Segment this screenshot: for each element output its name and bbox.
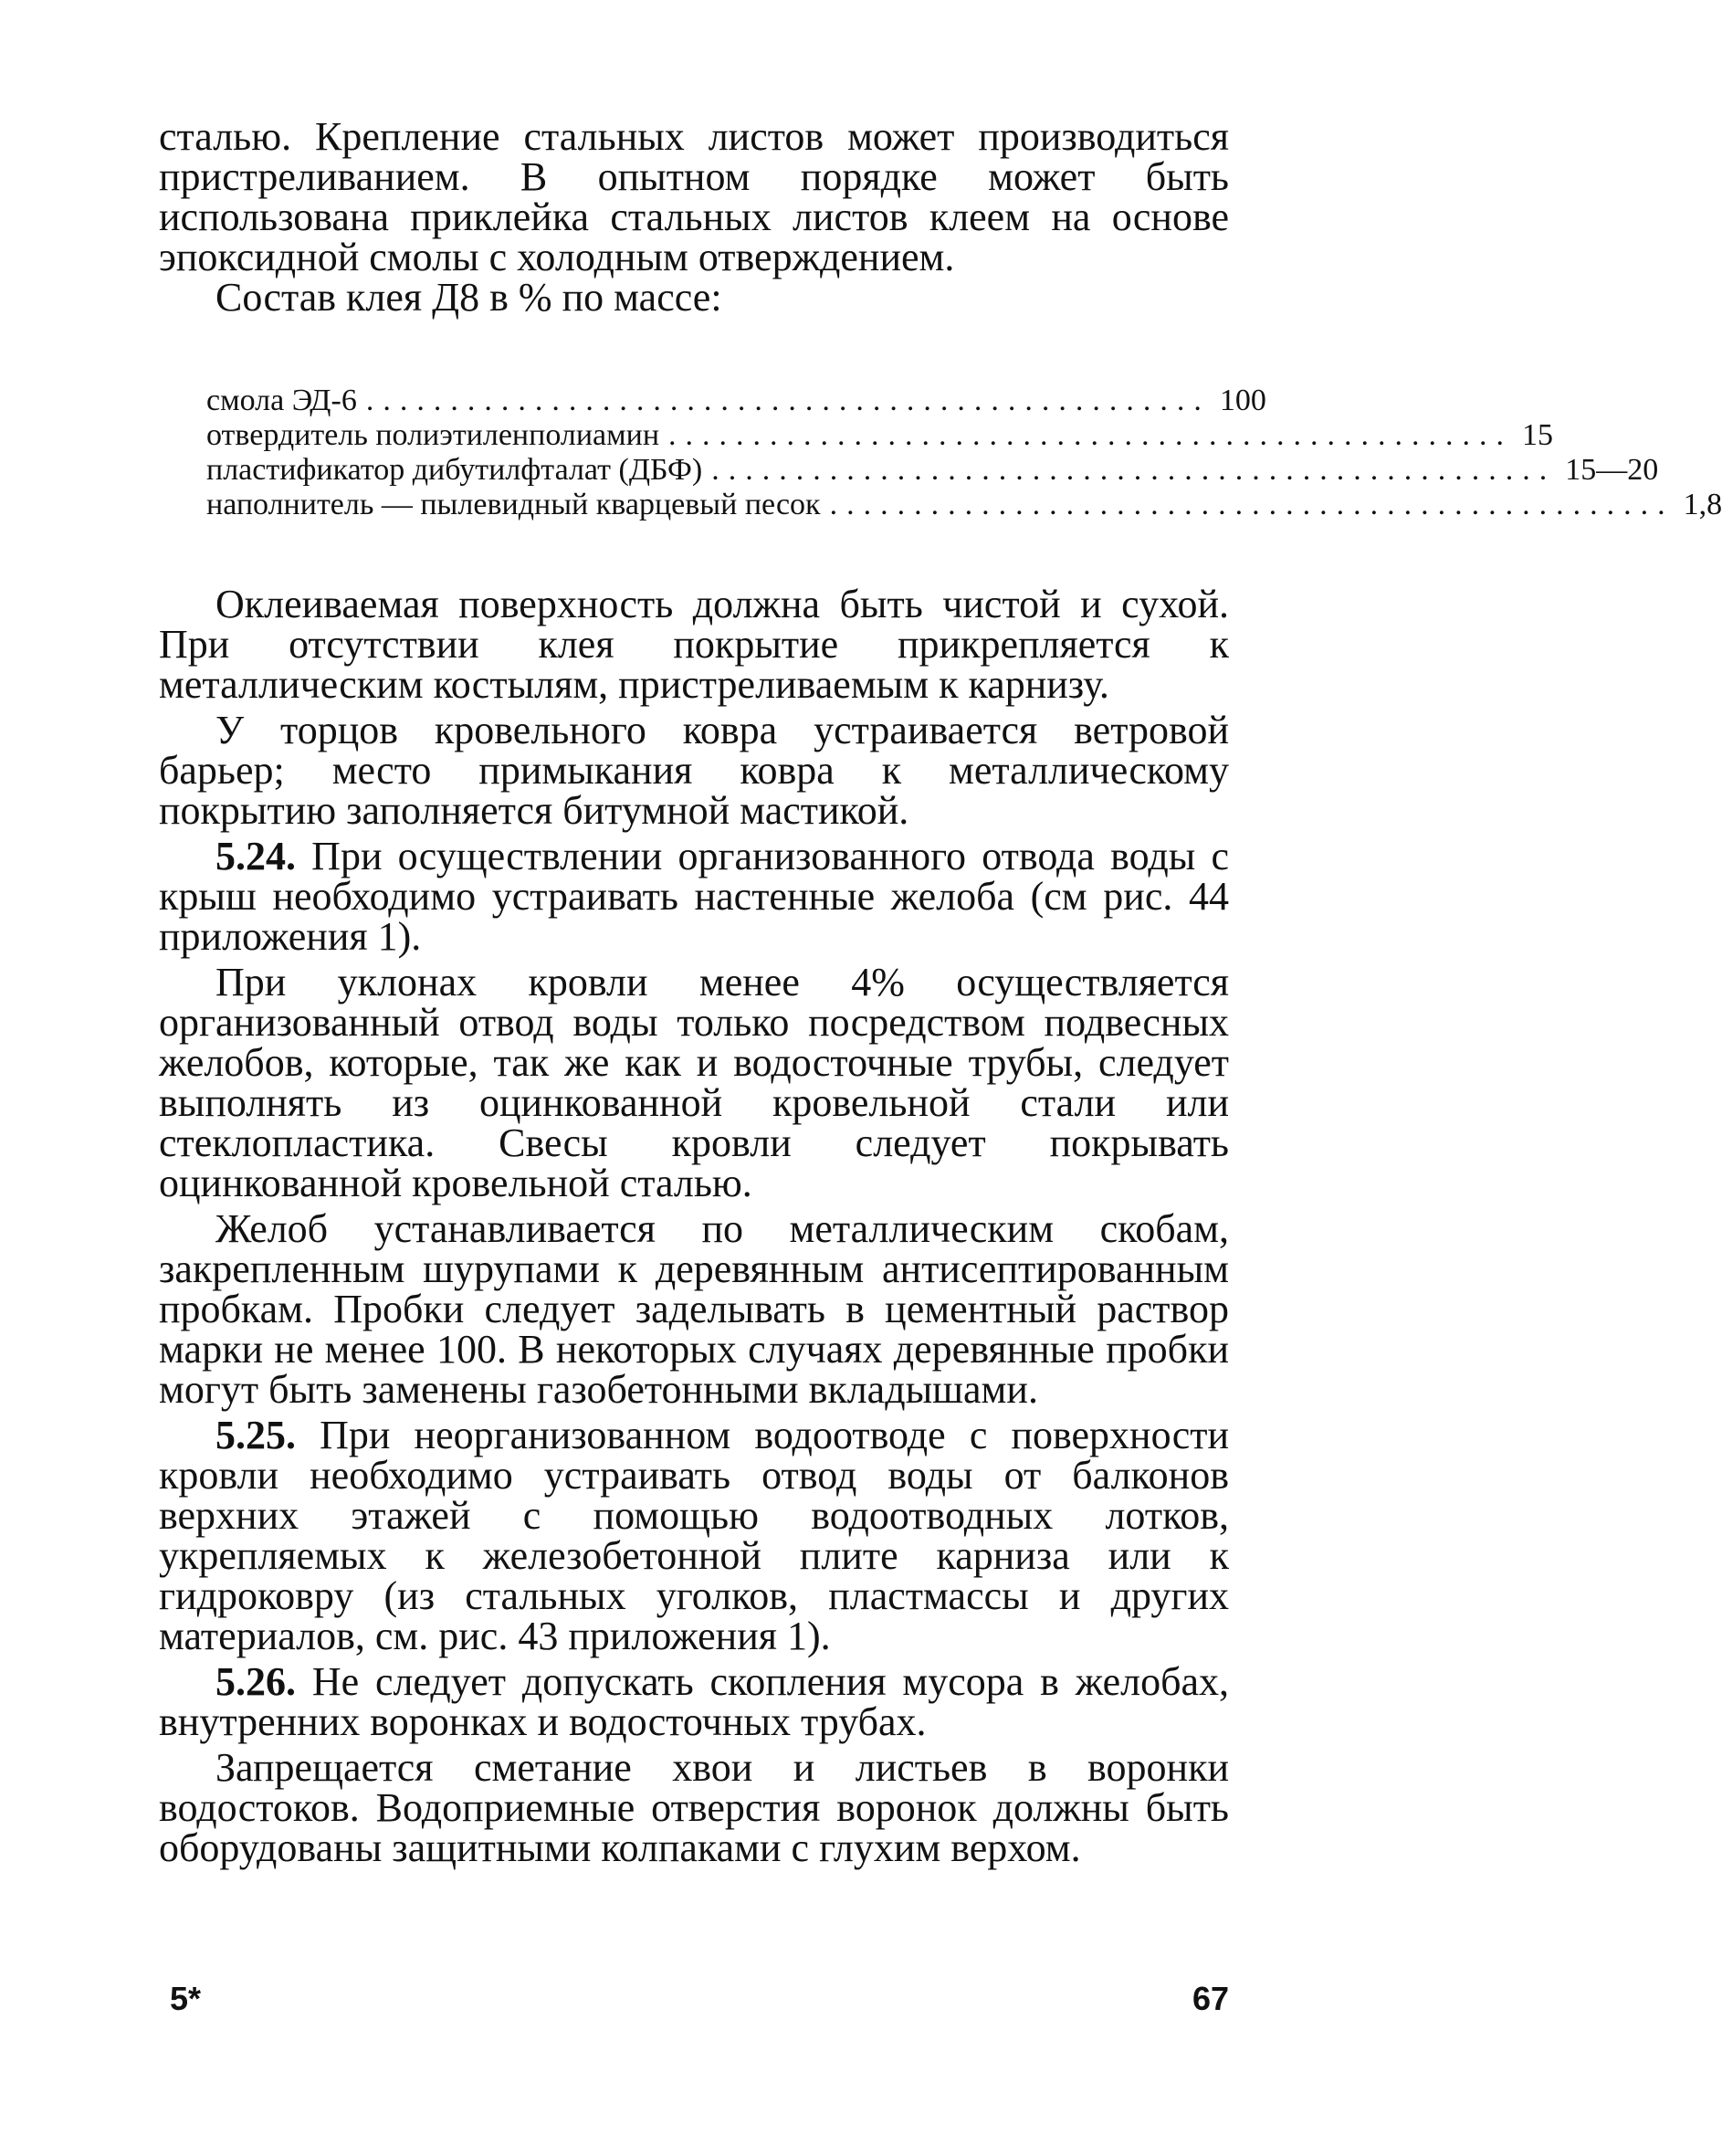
signature-mark: 5* xyxy=(170,1980,202,2017)
paragraph-3: Оклеиваемая поверхность должна быть чистой и сухой. При отсутствии клея покрытие прикрепляется к металлическим костылям, пристреливаемым к карнизу. xyxy=(159,582,1229,707)
table-row xyxy=(206,418,1554,453)
leader-dots: .................................................. xyxy=(829,488,1675,521)
table-row xyxy=(206,453,1659,488)
section-text: При неорганизованном водоотводе с поверхности кровли необходимо устраивать отвод воды от балконов верхних этажей с помощью водоотводных лотков, укрепляемых к железобетонной плите карниза или к гидроковру (из стальных уголков, пластмассы и других материалов, см. рис. 43 приложения 1). xyxy=(159,1413,1229,1658)
paragraph-4: У торцов кровельного ковра устраивается ветровой барьер; место примыкания ковра к металлическому покрытию заполняется битумной мастикой. xyxy=(159,708,1229,833)
table-row xyxy=(206,384,1266,418)
paragraph-5-26 xyxy=(159,1659,1229,1744)
component-value: 1,8 xyxy=(1683,488,1722,521)
component-name: пластификатор дибутилфталат (ДБФ) xyxy=(206,453,703,487)
component-name: отвердитель полиэтиленполиамин xyxy=(206,418,660,452)
page-number: 67 xyxy=(1192,1980,1229,2017)
page-body xyxy=(159,584,1229,1868)
section-text: При осуществлении организованного отвода воды с крыш необходимо устраивать настенные желоба (см рис. 44 приложения 1). xyxy=(159,834,1229,959)
component-value: 15 xyxy=(1522,418,1554,452)
section-number: 5.26. xyxy=(215,1659,296,1704)
component-value: 100 xyxy=(1219,384,1266,417)
paragraph-5-25 xyxy=(159,1415,1229,1656)
composition-table xyxy=(206,384,1722,522)
section-number: 5.25. xyxy=(215,1413,296,1457)
leader-dots: .................................................. xyxy=(365,384,1211,417)
section-number: 5.24. xyxy=(215,834,296,878)
leader-dots: .................................................. xyxy=(668,418,1514,452)
component-name: наполнитель — пылевидный кварцевый песок xyxy=(206,488,821,521)
section-text: Не следует допускать скопления мусора в желобах, внутренних воронках и водосточных трубах. xyxy=(159,1659,1229,1744)
component-name: смола ЭД-6 xyxy=(206,384,357,417)
table-row xyxy=(206,488,1722,522)
paragraph-6: При уклонах кровли менее 4% осуществляется организованный отвод воды только посредством подвесных желобов, которые, так же как и водосточные трубы, следует выполнять из оцинкованной кровельной стали или стеклопластика. Свесы кровли следует покрывать оцинкованной кровельной сталью. xyxy=(159,960,1229,1205)
leader-dots: .................................................. xyxy=(711,453,1557,487)
paragraph-1: сталью. Крепление стальных листов может производиться пристреливанием. В опытном порядке может быть использована приклейка стальных листов клеем на основе эпоксидной смолы с холодным отверждением. xyxy=(159,114,1229,279)
component-value: 15—20 xyxy=(1565,453,1659,487)
paragraph-5-24 xyxy=(159,836,1229,957)
paragraph-7: Желоб устанавливается по металлическим скобам, закрепленным шурупами к деревянным антисептированным пробкам. Пробки следует заделывать в цементный раствор марки не менее 100. В некоторых случаях деревянные пробки могут быть заменены газобетонными вкладышами. xyxy=(159,1206,1229,1412)
page-top xyxy=(159,114,1229,320)
paragraph-composition-heading: Состав клея Д8 в % по массе: xyxy=(215,275,722,320)
paragraph-10: Запрещается сметание хвои и листьев в воронки водостоков. Водоприемные отверстия воронок должны быть оборудованы защитными колпаками с глухим верхом. xyxy=(159,1745,1229,1870)
